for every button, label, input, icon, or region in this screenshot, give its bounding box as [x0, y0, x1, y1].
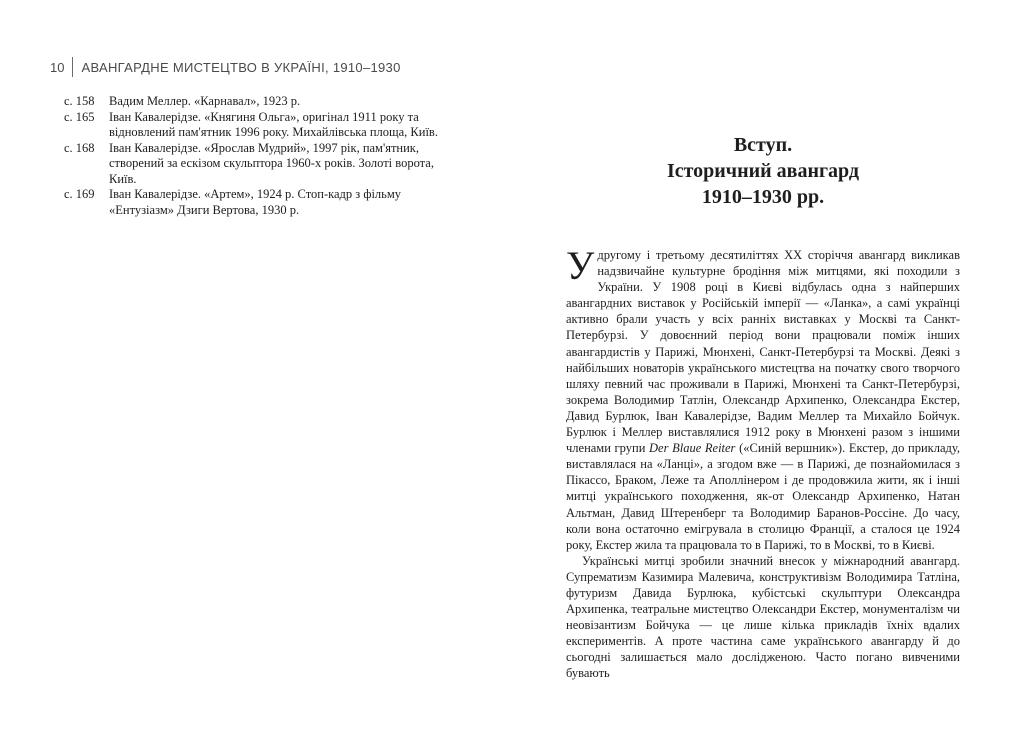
- paragraph-text: другому і третьому десятиліттях XX сторіччя авангард викликав надзвичайне культурне бродіння між митцями, які походили з України. У 1908 році в Києві відбулась одна з найперших авангардних виставок у Російській імперії — «Ланка», а самі українці активно брали участь у всіх ранніх виставках у Москві та Санкт-Петербурзі. У довоєнний період вони працювали поміж інших авангардистів у Парижі, Мюнхені, Санкт-Петербурзі та Москві. Деякі з найбільших новаторів українського мистецтва на початку свого творчого шляху певний час проживали в Парижі, Мюнхені та Санкт-Петербурзі, зокрема Володимир Татлін, Олександр Архипенко, Олександра Екстер, Давид Бурлюк, Іван Кавалерідзе, Вадим Меллер та Михайло Бойчук. Бурлюк і Меллер виставлялися 1912 року в Мюнхені разом з іншими членами групи: [566, 248, 960, 456]
- caption-page-ref: с. 168: [64, 140, 95, 155]
- chapter-title-line: Історичний авангард: [666, 160, 860, 182]
- caption-item: [64, 110, 444, 141]
- caption-item: [64, 141, 444, 188]
- caption-page-ref: с. 165: [64, 109, 95, 124]
- caption-text: Вадим Меллер. «Карнавал», 1923 р.: [109, 94, 301, 108]
- running-header: [50, 56, 401, 78]
- drop-cap: У: [566, 243, 595, 288]
- group-name: Der Blaue Reiter: [649, 441, 736, 456]
- caption-text: Іван Кавалерідзе. «Ярослав Мудрий», 1997 рік, пам'ятник, створений за ескізом скульптора 1960-х років. Золоті ворота, Київ.: [109, 140, 434, 186]
- chapter-title: [566, 132, 960, 210]
- image-captions-list: [64, 94, 444, 218]
- caption-text: Іван Кавалерідзе. «Артем», 1924 р. Стоп-кадр з фільму «Ентузіазм» Дзиги Вертова, 1930 р.: [109, 187, 402, 217]
- chapter-title-line: 1910–1930 рр.: [701, 186, 825, 208]
- page-number: 10: [50, 59, 65, 75]
- caption-text: Іван Кавалерідзе. «Княгиня Ольга», оригінал 1911 року та відновлений пам'ятник 1996 року. Михайлівська площа, Київ.: [109, 109, 438, 139]
- paragraph: Українські митці зробили значний внесок у міжнародний авангард. Супрематизм Казимира Малевича, конструктивізм Володимира Татліна, футуризм Давида Бурлюка, кубістські скульптури Олександра Архипенка, театральне мистецтво Олександри Екстер, монументалізм чи неовізантизм Бойчука — це лише кілька прикладів їхніх вдалих експериментів. А проте частина саме українського авангарду й до сьогодні залишається мало дослідженою. Часто погано вивченими бувають: [566, 553, 960, 681]
- caption-page-ref: с. 158: [64, 94, 95, 108]
- body-text: [566, 243, 961, 682]
- caption-item: [64, 94, 444, 110]
- chapter-title-line: Вступ.: [733, 134, 793, 156]
- paragraph: [566, 243, 961, 553]
- paragraph-text: («Синій вершник»). Екстер, до прикладу, виставлялася на «Ланці», а згодом вже — в Парижі, де познайомилася з Пікассо, Браком, Леже та Аполлінером і де продовжила жити, як і інші митці українського походження, як-от Олександр Архипенко, Натан Альтман, Давид Штеренберг та Володимир Баранов-Россіне. До часу, коли вона остаточно емігрувала в столицю Франції, а сталося це 1924 року, Екстер жила та працювала то в Парижі, то в Москві, то в Києві.: [566, 441, 961, 552]
- running-title: АВАНГАРДНЕ МИСТЕЦТВО В УКРАЇНІ, 1910–1930: [81, 59, 401, 75]
- caption-item: [64, 187, 444, 218]
- caption-page-ref: с. 169: [64, 187, 95, 201]
- header-divider: [72, 57, 73, 77]
